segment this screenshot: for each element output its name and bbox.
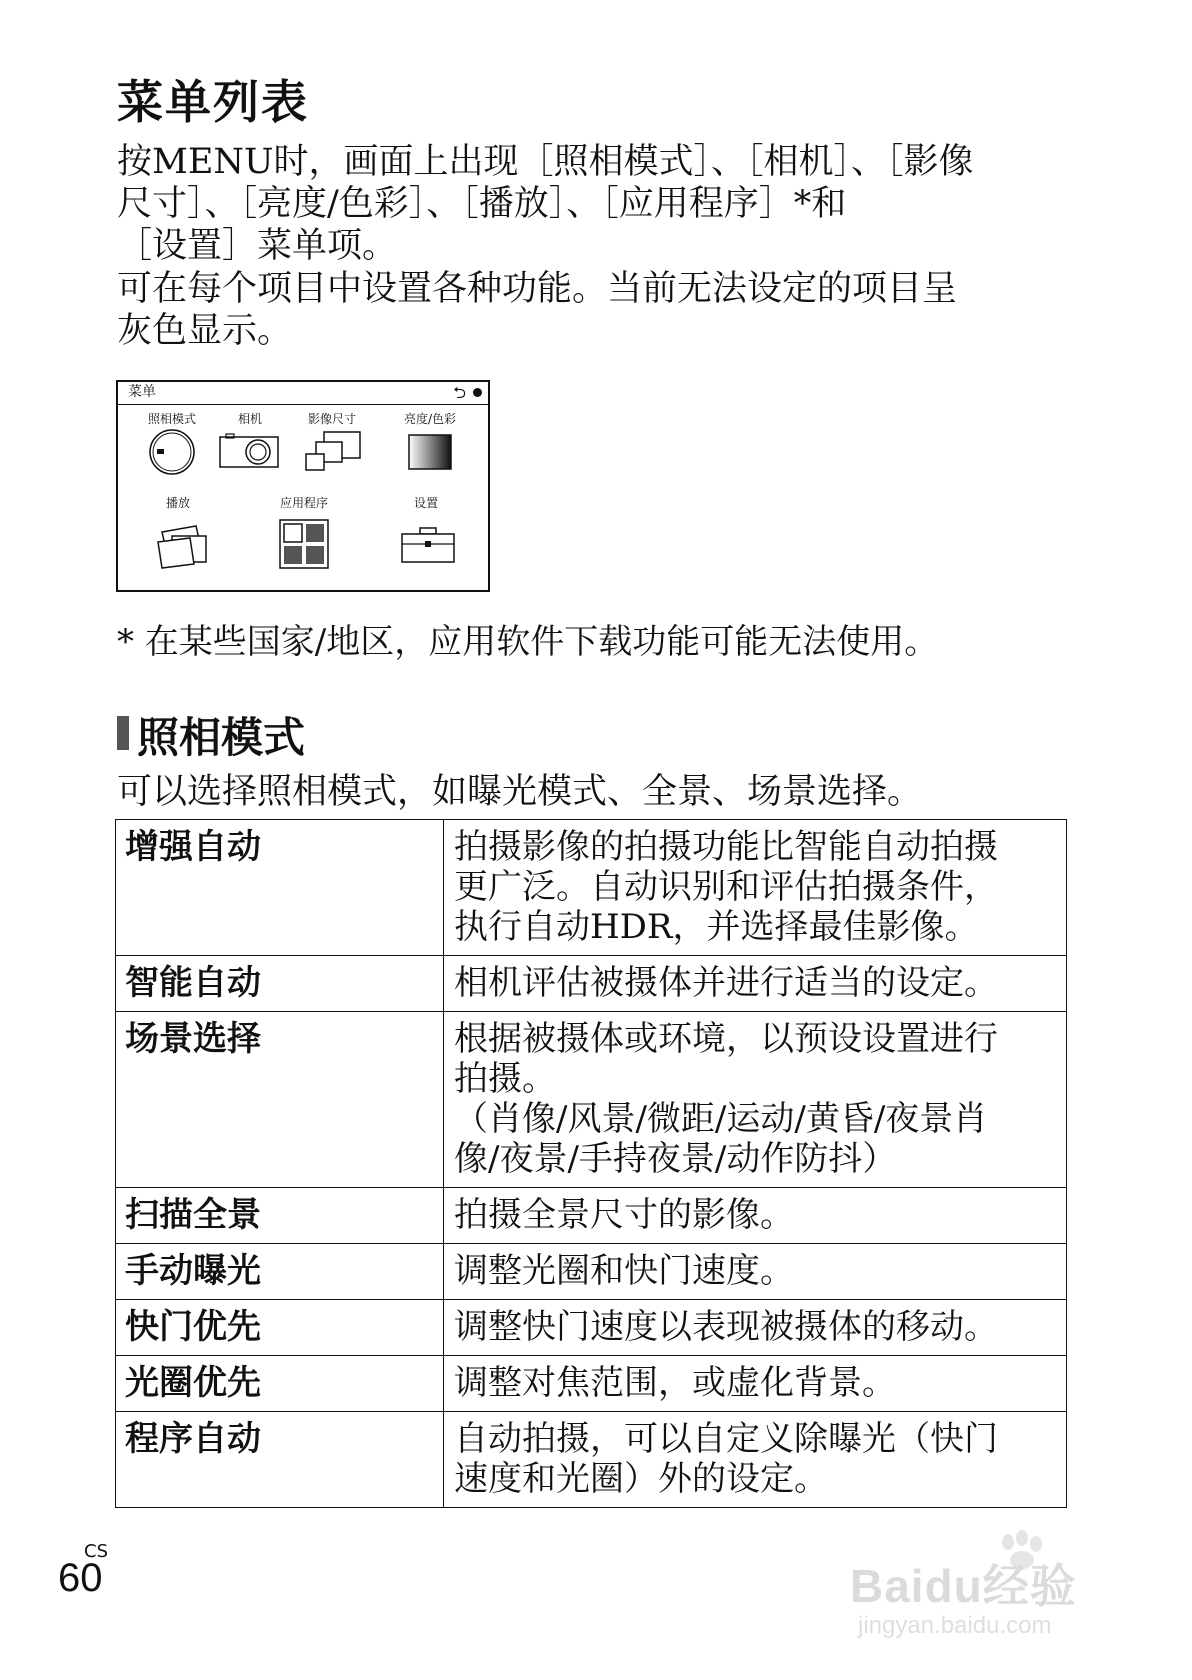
table-row — [116, 956, 1067, 1012]
desc-line: 调整对焦范围，或虚化背景。 — [454, 1363, 896, 1403]
mode-description — [444, 1300, 1067, 1356]
baidu-watermark — [850, 1530, 1150, 1650]
menu-item-label: 播放 — [165, 496, 191, 510]
table-row — [116, 1012, 1067, 1188]
intro-paragraph-2 — [117, 268, 1077, 352]
desc-line: 调整快门速度以表现被摄体的移动。 — [454, 1307, 998, 1347]
section-description: 可以选择照相模式，如曝光模式、全景、场景选择。 — [117, 772, 923, 812]
intro-line: 按MENU时，画面上出现［照相模式］、［相机］、［影像 — [117, 142, 974, 182]
mode-description — [444, 1012, 1067, 1188]
intro-line: 可在每个项目中设置各种功能。当前无法设定的项目呈 — [117, 269, 958, 309]
table-row — [116, 820, 1067, 956]
mode-name: 快门优先 — [116, 1300, 444, 1356]
table-row — [116, 1356, 1067, 1412]
desc-line: 拍摄全景尺寸的影像。 — [454, 1195, 794, 1235]
menu-item-label: 相机 — [237, 412, 263, 426]
menu-screen-illustration — [116, 380, 490, 592]
back-icon: ⮌ — [453, 383, 466, 402]
mode-description — [444, 1244, 1067, 1300]
intro-line: 尺寸］、［亮度/色彩］、［播放］、［应用程序］*和 — [117, 184, 847, 224]
apps-grid-icon — [278, 518, 330, 570]
footnote: * 在某些国家/地区，应用软件下载功能可能无法使用。 — [117, 622, 939, 662]
desc-line: 根据被摄体或环境，以预设设置进行 — [454, 1019, 998, 1059]
gradient-icon — [406, 432, 456, 472]
dial-icon — [146, 428, 198, 476]
menu-header-title: 菜单 — [128, 384, 156, 400]
page-language-code: CS — [84, 1541, 108, 1562]
table-row — [116, 1412, 1067, 1508]
image-size-icon — [302, 428, 364, 474]
desc-line: 调整光圈和快门速度。 — [454, 1251, 794, 1291]
watermark-url: jingyan.baidu.com — [858, 1612, 1052, 1639]
page-title: 菜单列表 — [117, 75, 309, 129]
menu-item-label: 设置 — [413, 496, 439, 510]
status-dot-icon — [473, 388, 482, 397]
menu-item-label: 照相模式 — [147, 412, 197, 426]
mode-description — [444, 956, 1067, 1012]
mode-name: 程序自动 — [116, 1412, 444, 1508]
desc-line: 自动拍摄，可以自定义除曝光（快门 — [454, 1419, 998, 1459]
desc-line: （肖像/风景/微距/运动/黄昏/夜景肖 — [454, 1099, 988, 1139]
menu-item-label: 应用程序 — [279, 496, 329, 510]
section-title: 照相模式 — [137, 713, 306, 762]
mode-description — [444, 1412, 1067, 1508]
mode-description — [444, 1188, 1067, 1244]
menu-item-label: 亮度/色彩 — [403, 412, 457, 426]
mode-description — [444, 1356, 1067, 1412]
menu-header — [118, 382, 488, 405]
mode-name: 光圈优先 — [116, 1356, 444, 1412]
desc-line: 速度和光圈）外的设定。 — [454, 1459, 828, 1499]
watermark-text: Baidu经验 — [850, 1560, 1077, 1612]
desc-line: 更广泛。自动识别和评估拍摄条件， — [454, 867, 998, 907]
section-marker — [117, 716, 129, 750]
table-row — [116, 1244, 1067, 1300]
desc-line: 像/夜景/手持夜景/动作防抖） — [454, 1139, 897, 1179]
mode-name: 场景选择 — [116, 1012, 444, 1188]
mode-name: 手动曝光 — [116, 1244, 444, 1300]
mode-name: 增强自动 — [116, 820, 444, 956]
table-row — [116, 1188, 1067, 1244]
desc-line: 拍摄影像的拍摄功能比智能自动拍摄 — [454, 827, 998, 867]
page-number: 60 — [58, 1556, 103, 1600]
desc-line: 拍摄。 — [454, 1059, 556, 1099]
menu-item-label: 影像尺寸 — [307, 412, 357, 426]
intro-paragraph — [117, 141, 1077, 267]
desc-line: 执行自动HDR，并选择最佳影像。 — [454, 907, 979, 947]
intro-line: ［设置］菜单项。 — [117, 226, 398, 266]
mode-name: 智能自动 — [116, 956, 444, 1012]
shooting-mode-table — [115, 819, 1067, 1508]
photos-icon — [154, 522, 220, 570]
mode-name: 扫描全景 — [116, 1188, 444, 1244]
table-row — [116, 1300, 1067, 1356]
toolbox-icon — [398, 526, 460, 566]
intro-line: 灰色显示。 — [117, 311, 293, 351]
camera-icon — [218, 432, 282, 472]
mode-description — [444, 820, 1067, 956]
desc-line: 相机评估被摄体并进行适当的设定。 — [454, 963, 998, 1003]
